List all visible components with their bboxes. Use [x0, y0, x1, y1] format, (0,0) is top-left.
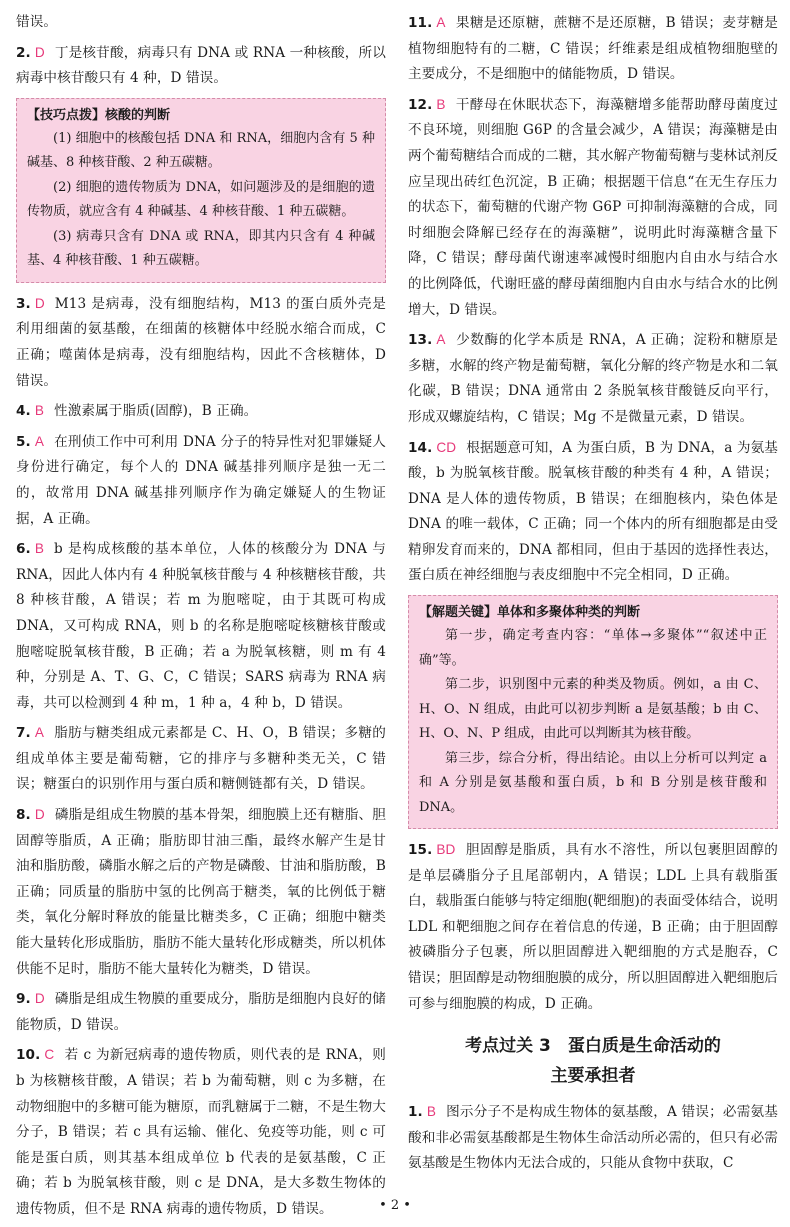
explanation-text: 若 c 为新冠病毒的遗传物质，则代表的是 RNA，则 b 为核糖核苷酸，A 错误；若 b 为葡萄糖，则 c 为多糖，在动物细胞中的多糖可能为糖原，而乳糖属于二糖，不是生物大分子，B 错误；若 c 具有运输、催化、免疫等功能，则 c 可能是蛋白质，则其基本组成单位 b 代表的是氨基酸，C 正确；若 b 为脱氧核苷酸，则 c 是 DNA，是大多数生物体的遗传物质，但不是 RNA 病毒的遗传物质，D 错误。: [16, 1047, 386, 1217]
tip-box-paragraph: 第一步，确定考查内容：“单体→多聚体”“叙述中正确”等。: [419, 628, 767, 668]
answer-paragraph: [408, 327, 778, 430]
answer-paragraph: [408, 837, 778, 1017]
answer-choice: D: [34, 991, 45, 1007]
question-number: 5.: [16, 433, 31, 450]
explanation-text: 脂肪与糖类组成元素都是 C、H、O，B 错误；多糖的组成单体主要是葡萄糖，它的排序与多糖种类无关，C 错误；糖蛋白的识别作用与蛋白质和糖侧链都有关，D 错误。: [16, 725, 386, 793]
question-number: 4.: [16, 403, 31, 420]
section-heading: [408, 1031, 778, 1091]
explanation-text: 胆固醇是脂质，具有水不溶性，所以包裹胆固醇的是单层磷脂分子且尾部朝内，A 错误；LDL 上具有载脂蛋白，载脂蛋白能够与特定细胞(靶细胞)的表面受体结合，说明 LDL 和靶细胞之间存在着信息的传递，B 正确；由于胆固醇被磷脂分子包裹，所以胆固醇进入靶细胞的方式是胞吞，C 错误；胆固醇是动物细胞膜的成分，所以胆固醇进入靶细胞后可参与细胞膜的构成，D 正确。: [408, 842, 778, 1012]
answer-paragraph: [408, 92, 778, 323]
answer-paragraph: [16, 398, 386, 425]
answer-choice: B: [34, 541, 44, 557]
answer-paragraph: [16, 10, 386, 36]
answer-choice: D: [34, 44, 45, 60]
question-number: 9.: [16, 991, 31, 1008]
answer-choice: B: [426, 1104, 436, 1120]
answer-paragraph: [16, 429, 386, 532]
explanation-text: 少数酶的化学本质是 RNA，A 正确；淀粉和糖原是多糖，水解的终产物是葡萄糖，氧化分解的终产物是水和二氧化碳，B 错误；DNA 通常由 2 条脱氧核苷酸链反向平行，形成双螺旋结构，C 错误；Mg 不是微量元素，D 错误。: [408, 332, 778, 425]
answer-choice: BD: [436, 842, 456, 858]
tip-box-title: 【解题关键】单体和多聚体种类的判断: [419, 605, 641, 621]
page-number: • 2 •: [379, 1198, 411, 1213]
answer-choice: CD: [436, 439, 457, 455]
section-heading-line: 主要承担者: [550, 1066, 636, 1087]
answer-choice: A: [34, 433, 44, 449]
explanation-text: 性激素属于脂质(固醇)，B 正确。: [54, 403, 258, 420]
answer-choice: B: [34, 403, 44, 419]
answer-paragraph: [16, 40, 386, 92]
answer-choice: D: [34, 295, 45, 311]
tip-box-paragraph: (3) 病毒只含有 DNA 或 RNA，即其内只含有 4 种碱基、4 种核苷酸、1 种五碳糖。: [27, 228, 375, 269]
answer-paragraph: [408, 1099, 778, 1177]
explanation-text: 干酵母在休眠状态下，海藻糖增多能帮助酵母菌度过不良环境，则细胞 G6P 的含量会减少，A 错误；海藻糖是由两个葡萄糖结合而成的二糖，其水解产物葡萄糖与斐林试剂反应呈现出砖红色沉淀，B 正确；根据题干信息“在无生存压力的状态下，葡萄糖的代谢产物 G6P 可抑制海藻糖的合成，同时细胞会降解已经存在的海藻糖”，说明此时海藻糖含量下降，C 错误；酵母菌代谢速率减慢时细胞内自由水与结合水的比例降低，代谢旺盛的酵母菌细胞内自由水与结合水的比例增大，D 错误。: [408, 96, 778, 318]
question-number: 1.: [408, 1104, 423, 1121]
answer-paragraph: [16, 802, 386, 982]
answer-paragraph: [16, 536, 386, 716]
right-column: [408, 10, 778, 1181]
question-number: 8.: [16, 807, 31, 824]
explanation-text: M13 是病毒，没有细胞结构，M13 的蛋白质外壳是利用细菌的氨基酸，在细菌的核糖体中经脱水缩合而成，C 正确；噬菌体是病毒，没有细胞结构，因此不含核糖体，D 错误。: [16, 295, 386, 389]
answer-choice: A: [436, 15, 446, 30]
tip-box-title: 【技巧点拨】核酸的判断: [27, 107, 171, 123]
question-number: 13.: [408, 332, 433, 349]
question-number: 11.: [408, 15, 433, 31]
answer-paragraph: [408, 435, 778, 590]
explanation-text: 果糖是还原糖，蔗糖不是还原糖，B 错误；麦芽糖是植物细胞特有的二糖，C 错误；纤维素是组成植物细胞壁的主要成分，不是细胞中的储能物质，D 错误。: [408, 15, 778, 83]
explanation-text: 丁是核苷酸，病毒只有 DNA 或 RNA 一种核酸，所以病毒中核苷酸只有 4 种，D 错误。: [16, 44, 386, 87]
explanation-text: 在刑侦工作中可利用 DNA 分子的特异性对犯罪嫌疑人身份进行确定，每个人的 DNA 碱基排列顺序是独一无二的，故常用 DNA 碱基排列顺序作为确定嫌疑人的生物证据，A 正确。: [16, 433, 386, 527]
explanation-text: 图示分子不是构成生物体的氨基酸，A 错误；必需氨基酸和非必需氨基酸都是生物体生命活动所必需的，但只有必需氨基酸是生物体内无法合成的，只能从食物中获取，C: [408, 1104, 778, 1172]
question-number: 2.: [16, 44, 31, 61]
question-number: 10.: [16, 1047, 41, 1064]
tip-box-paragraph: 第二步，识别图中元素的种类及物质。例如，a 由 C、H、O、N 组成，由此可以初步判断 a 是氨基酸；b 由 C、H、O、N、P 组成，由此可以判断其为核苷酸。: [419, 677, 767, 742]
answer-choice: A: [34, 725, 44, 741]
section-heading-line: 考点过关 3 蛋白质是生命活动的: [465, 1036, 721, 1057]
answer-paragraph: [408, 10, 778, 88]
explanation-text: 磷脂是组成生物膜的重要成分，脂肪是细胞内良好的储能物质，D 错误。: [16, 991, 386, 1033]
answer-choice: B: [436, 96, 446, 112]
answer-paragraph: [16, 720, 386, 798]
question-number: 3.: [16, 295, 31, 312]
answer-paragraph: [16, 1042, 386, 1222]
question-number: 7.: [16, 725, 31, 742]
tip-box: [408, 595, 778, 829]
tip-box-paragraph: (2) 细胞的遗传物质为 DNA，如问题涉及的是细胞的遗传物质，就应含有 4 种碱基、4 种核苷酸、1 种五碳糖。: [27, 179, 375, 220]
answer-choice: A: [436, 332, 446, 348]
tip-box-paragraph: (1) 细胞中的核酸包括 DNA 和 RNA，细胞内含有 5 种碱基、8 种核苷酸、2 种五碳糖。: [27, 130, 375, 171]
answer-paragraph: [16, 986, 386, 1038]
explanation-text: 错误。: [16, 14, 58, 30]
answer-paragraph: [16, 291, 386, 394]
answer-choice: D: [34, 807, 45, 823]
explanation-text: b 是构成核酸的基本单位，人体的核酸分为 DNA 与 RNA，因此人体内有 4 种脱氧核苷酸与 4 种核糖核苷酸，共 8 种核苷酸，A 错误；若 m 为胞嘧啶，由于其既可构成 DNA，又可构成 RNA，则 b 的名称是胞嘧啶核糖核苷酸或胞嘧啶脱氧核苷酸，B 正确；若 a 为脱氧核糖，则 m 有 4 种，分别是 A、T、G、C，C 错误；SARS 病毒为 RNA 病毒，共可以检测到 4 种 m，1 种 a，4 种 b，D 错误。: [16, 541, 386, 711]
question-number: 6.: [16, 541, 31, 558]
tip-box-paragraph: 第三步，综合分析，得出结论。由以上分析可以判定 a 和 A 分别是氨基酸和蛋白质，b 和 B 分别是核苷酸和 DNA。: [419, 750, 767, 815]
tip-box: [16, 98, 386, 283]
explanation-text: 磷脂是组成生物膜的基本骨架，细胞膜上还有糖脂、胆固醇等脂质，A 正确；脂肪即甘油三酯，最终水解产生是甘油和脂肪酸，磷脂水解之后的产物是磷酸、甘油和脂肪酸，B 正确；同质量的脂肪中氢的比例高于糖类，氧的比例低于糖类，氧化分解时释放的能量比糖类多，C 正确；细胞中糖类能大量转化形成脂肪，脂肪不能大量转化形成糖类，所以机体供能不足时，脂肪不能大量转化为糖类，D 错误。: [16, 807, 386, 977]
left-column: [16, 10, 386, 1227]
question-number: 12.: [408, 96, 433, 113]
explanation-text: 根据题意可知，A 为蛋白质，B 为 DNA，a 为氨基酸，b 为脱氧核苷酸。脱氧核苷酸的种类有 4 种，A 错误；DNA 是人体的遗传物质，B 错误；在细胞核内，染色体是 DNA 的唯一载体，C 正确；同一个体内的所有细胞都是由受精卵发育而来的，DNA 都相同，但由于基因的选择性表达，蛋白质在神经细胞与表皮细胞中不完全相同，D 正确。: [408, 439, 778, 584]
answer-choice: C: [44, 1047, 55, 1063]
question-number: 14.: [408, 439, 433, 456]
question-number: 15.: [408, 842, 433, 859]
